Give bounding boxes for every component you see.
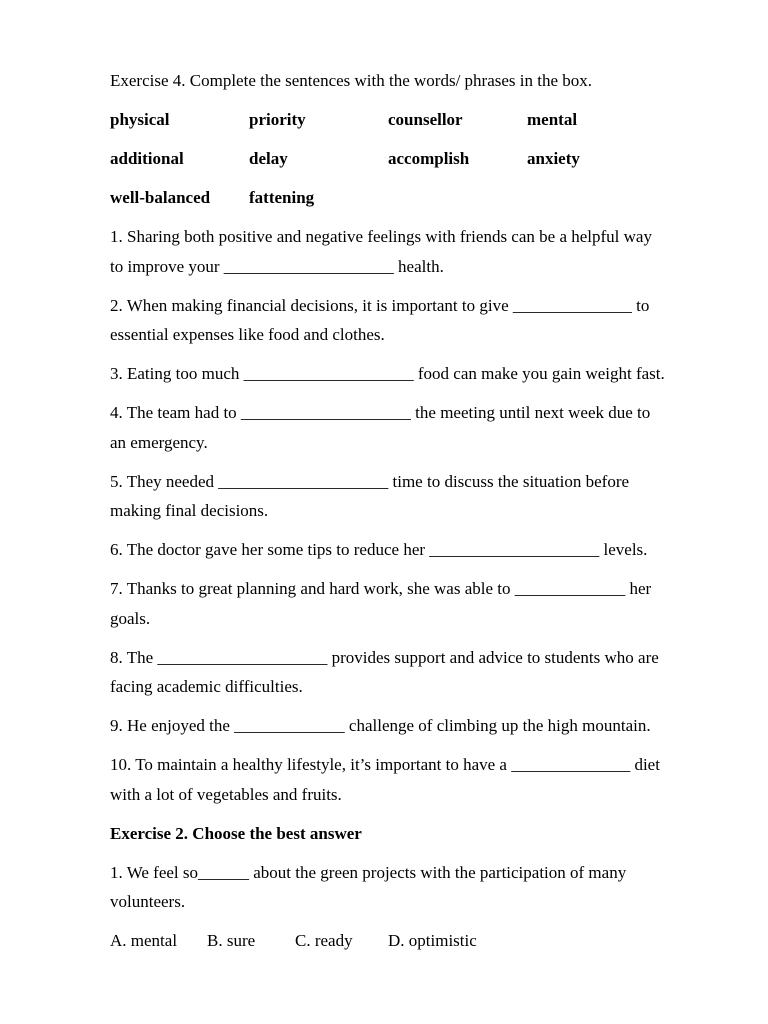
question-6 <box>110 535 700 565</box>
question-line: an emergency. <box>110 432 208 452</box>
answer-options <box>110 926 700 956</box>
option-c: C. ready <box>295 931 353 950</box>
question-8 <box>110 643 700 702</box>
question-line: 9. He enjoyed the _____________ challenge of climbing up the high mountain. <box>110 716 651 735</box>
question-line: 2. When making financial decisions, it is important to give ______________ to <box>110 295 650 315</box>
mc-question-1 <box>110 858 700 917</box>
question-2 <box>110 291 700 350</box>
exercise-4-title: Exercise 4. Complete the sentences with the words/ phrases in the box. <box>110 71 593 90</box>
question-line: with a lot of vegetables and fruits. <box>110 784 342 804</box>
option-a: A. mental <box>110 931 178 950</box>
question-line: 3. Eating too much ____________________ food can make you gain weight fast. <box>110 364 665 383</box>
question-3 <box>110 359 700 389</box>
word-box-item: anxiety <box>527 149 580 168</box>
word-box-row-2 <box>110 144 700 174</box>
word-box-row-3 <box>110 183 700 213</box>
question-4 <box>110 398 700 457</box>
word-box-item: fattening <box>249 188 315 207</box>
word-box-item: well-balanced <box>110 188 211 207</box>
question-10 <box>110 750 700 809</box>
question-line: making final decisions. <box>110 501 269 520</box>
question-line: goals. <box>110 608 151 628</box>
exercise-2-heading: Exercise 2. Choose the best answer <box>110 823 362 843</box>
question-line: 1. Sharing both positive and negative feelings with friends can be a helpful way <box>110 227 652 246</box>
question-line: volunteers. <box>110 892 186 911</box>
question-7 <box>110 574 700 633</box>
word-box-item: priority <box>249 110 306 129</box>
question-line: 10. To maintain a healthy lifestyle, it’s important to have a ______________ diet <box>110 755 660 774</box>
word-box-item: counsellor <box>388 110 463 129</box>
word-box-row-1 <box>110 105 700 135</box>
question-line: 8. The ____________________ provides support and advice to students who are <box>110 647 659 667</box>
question-1 <box>110 222 700 281</box>
question-9 <box>110 711 700 741</box>
question-line: 6. The doctor gave her some tips to reduce her ____________________ levels. <box>110 540 648 559</box>
word-box-item: additional <box>110 149 184 168</box>
question-line: essential expenses like food and clothes. <box>110 325 385 344</box>
question-line: 1. We feel so______ about the green projects with the participation of many <box>110 862 627 882</box>
question-line: facing academic difficulties. <box>110 677 303 696</box>
option-b: B. sure <box>207 931 256 950</box>
question-line: 5. They needed ____________________ time to discuss the situation before <box>110 471 630 491</box>
question-line: 7. Thanks to great planning and hard work, she was able to _____________ her <box>110 579 652 598</box>
word-box-item: delay <box>249 149 288 168</box>
question-line: 4. The team had to ____________________ the meeting until next week due to <box>110 403 651 422</box>
question-5 <box>110 467 700 526</box>
question-line: to improve your ____________________ health. <box>110 256 444 276</box>
worksheet <box>110 66 700 956</box>
word-box-item: accomplish <box>388 149 470 168</box>
word-box-item: mental <box>527 110 578 129</box>
option-d: D. optimistic <box>388 931 477 950</box>
word-box-item: physical <box>110 110 170 129</box>
